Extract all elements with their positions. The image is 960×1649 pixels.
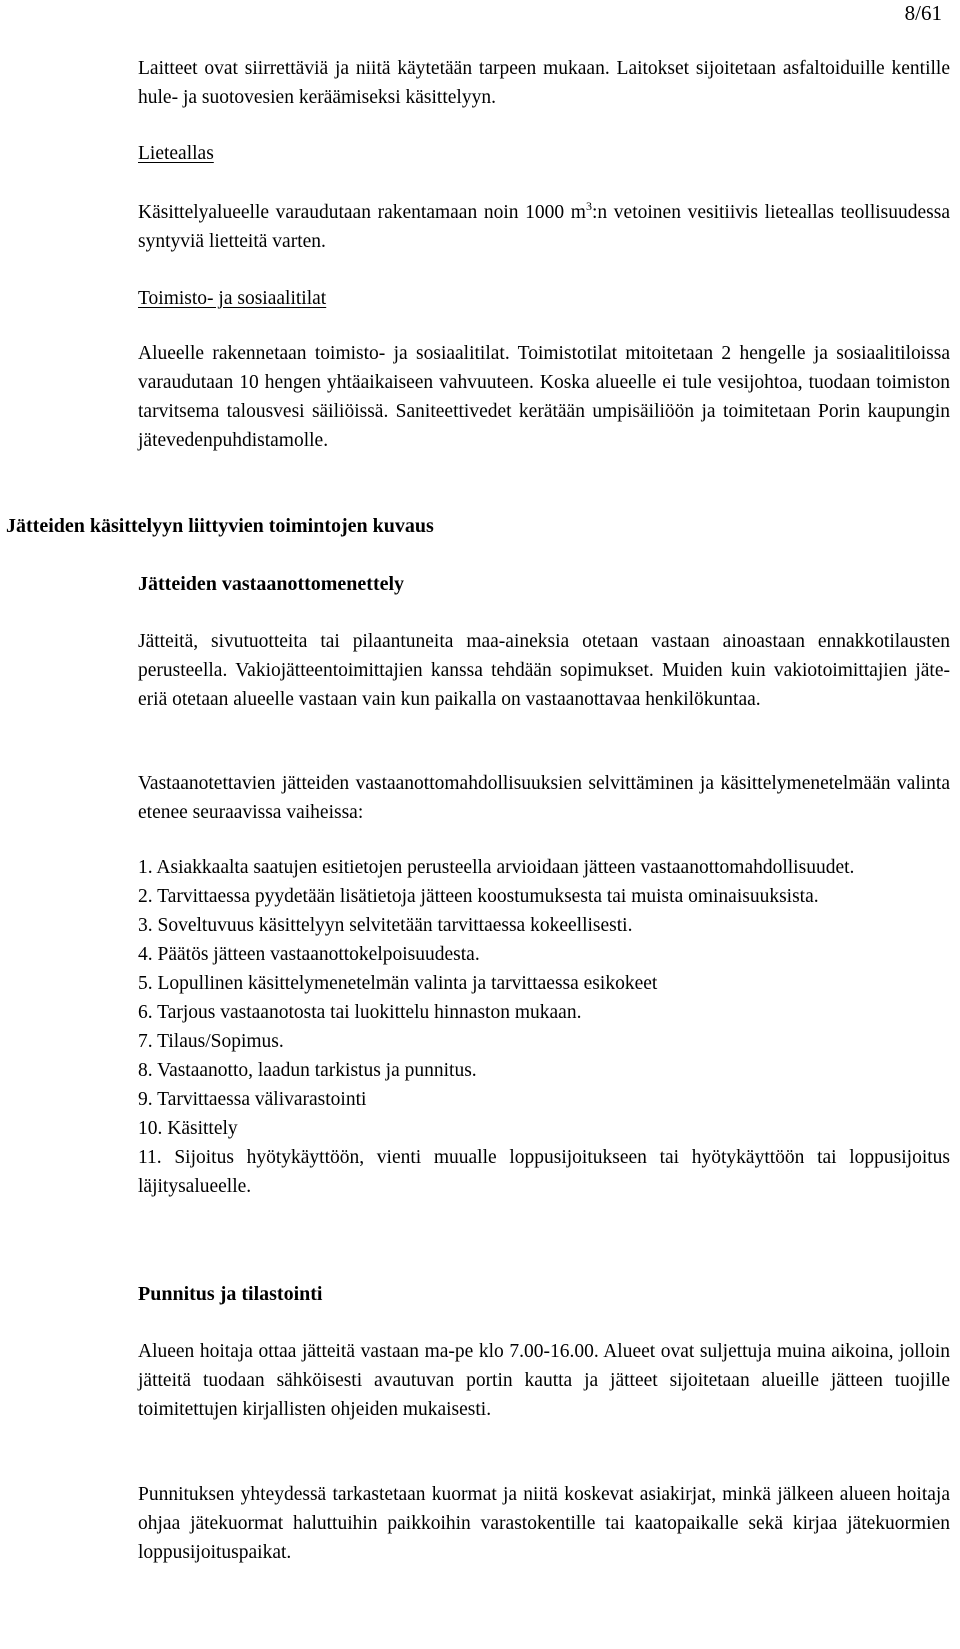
lieteallas-paragraph bbox=[138, 198, 950, 256]
list-item: 11. Sijoitus hyötykäyttöön, vienti muualle loppusijoitukseen tai hyötykäyttöön tai loppusijoitus läjitysalueelle. bbox=[138, 1147, 950, 1197]
section-heading: Jätteiden käsittelyyn liittyvien toimintojen kuvaus bbox=[6, 515, 434, 537]
toimisto-title: Toimisto- ja sosiaalitilat bbox=[138, 288, 327, 309]
superscript: 3 bbox=[585, 199, 592, 213]
page-number: 8/61 bbox=[904, 1, 942, 25]
list-item: 9. Tarvittaessa välivarastointi bbox=[138, 1089, 367, 1110]
vastaanotto-paragraph-2: Vastaanotettavien jätteiden vastaanottomahdollisuuksien selvittäminen ja käsittelymenetelmään valinta etenee seuraavissa vaiheissa: bbox=[138, 773, 950, 823]
vastaanotto-paragraph-1: Jätteitä, sivutuotteita tai pilaantuneita maa-aineksia otetaan vastaan ainoastaan ennakkotilausten perusteella. Vakiojätteentoimittajien kanssa tehdään sopimukset. Muiden kuin vakiotoimittajien jäte-eriä otetaan alueelle vastaan vain kun paikalla on vastaanottavaa henkilökuntaa. bbox=[138, 631, 950, 710]
list-item: 7. Tilaus/Sopimus. bbox=[138, 1031, 284, 1052]
list-item: 10. Käsittely bbox=[138, 1118, 238, 1139]
list-item: 3. Soveltuvuus käsittelyyn selvitetään tarvittaessa kokeellisesti. bbox=[138, 915, 633, 936]
punnitus-title: Punnitus ja tilastointi bbox=[138, 1283, 323, 1305]
vastaanotto-title: Jätteiden vastaanottomenettely bbox=[138, 573, 405, 595]
intro-paragraph: Laitteet ovat siirrettäviä ja niitä käytetään tarpeen mukaan. Laitokset sijoitetaan asfaltoiduille kentille hule- ja suotovesien keräämiseksi käsittelyyn. bbox=[138, 58, 950, 108]
list-item: 5. Lopullinen käsittelymenetelmän valinta ja tarvittaessa esikokeet bbox=[138, 973, 658, 994]
list-item: 1. Asiakkaalta saatujen esitietojen perusteella arvioidaan jätteen vastaanottomahdollisuudet. bbox=[138, 857, 855, 878]
lieteallas-text-after: :n vetoinen vesitiivis lieteallas teollisuudessa syntyviä lietteitä varten. bbox=[138, 202, 951, 252]
toimisto-paragraph: Alueelle rakennetaan toimisto- ja sosiaalitilat. Toimistotilat mitoitetaan 2 hengelle ja sosiaalitiloissa varaudutaan 10 hengen yhtäaikaiseen vahvuuteen. Koska alueelle ei tule vesijohtoa, tuodaan toimiston tarvitsema talousvesi säiliöissä. Saniteettivedet kerätään umpisäiliöön ja toimitetaan Porin kaupungin jätevedenpuhdistamolle. bbox=[138, 343, 950, 451]
punnitus-paragraph-1: Alueen hoitaja ottaa jätteitä vastaan ma-pe klo 7.00-16.00. Alueet ovat suljettuja muina aikoina, jolloin jätteitä tuodaan sähköisesti avautuvan portin kautta ja jätteet sijoitetaan alueille jätteen tuojille toimitettujen kirjallisten ohjeiden mukaisesti. bbox=[138, 1341, 950, 1420]
list-item: 8. Vastaanotto, laadun tarkistus ja punnitus. bbox=[138, 1060, 477, 1081]
steps-list bbox=[138, 853, 950, 1201]
list-item: 2. Tarvittaessa pyydetään lisätietoja jätteen koostumuksesta tai muista ominaisuuksista. bbox=[138, 886, 819, 907]
list-item: 6. Tarjous vastaanotosta tai luokittelu hinnaston mukaan. bbox=[138, 1002, 582, 1023]
list-item: 4. Päätös jätteen vastaanottokelpoisuudesta. bbox=[138, 944, 480, 965]
lieteallas-text-before: Käsittelyalueelle varaudutaan rakentamaan noin 1000 m bbox=[138, 202, 586, 223]
lieteallas-title: Lieteallas bbox=[138, 143, 214, 164]
punnitus-paragraph-2: Punnituksen yhteydessä tarkastetaan kuormat ja niitä koskevat asiakirjat, minkä jälkeen alueen hoitaja ohjaa jätekuormat haluttuihin paikkoihin varastokentille tai kaatopaikalle sekä kirjaa jätekuormien loppusijoituspaikat. bbox=[138, 1484, 950, 1563]
